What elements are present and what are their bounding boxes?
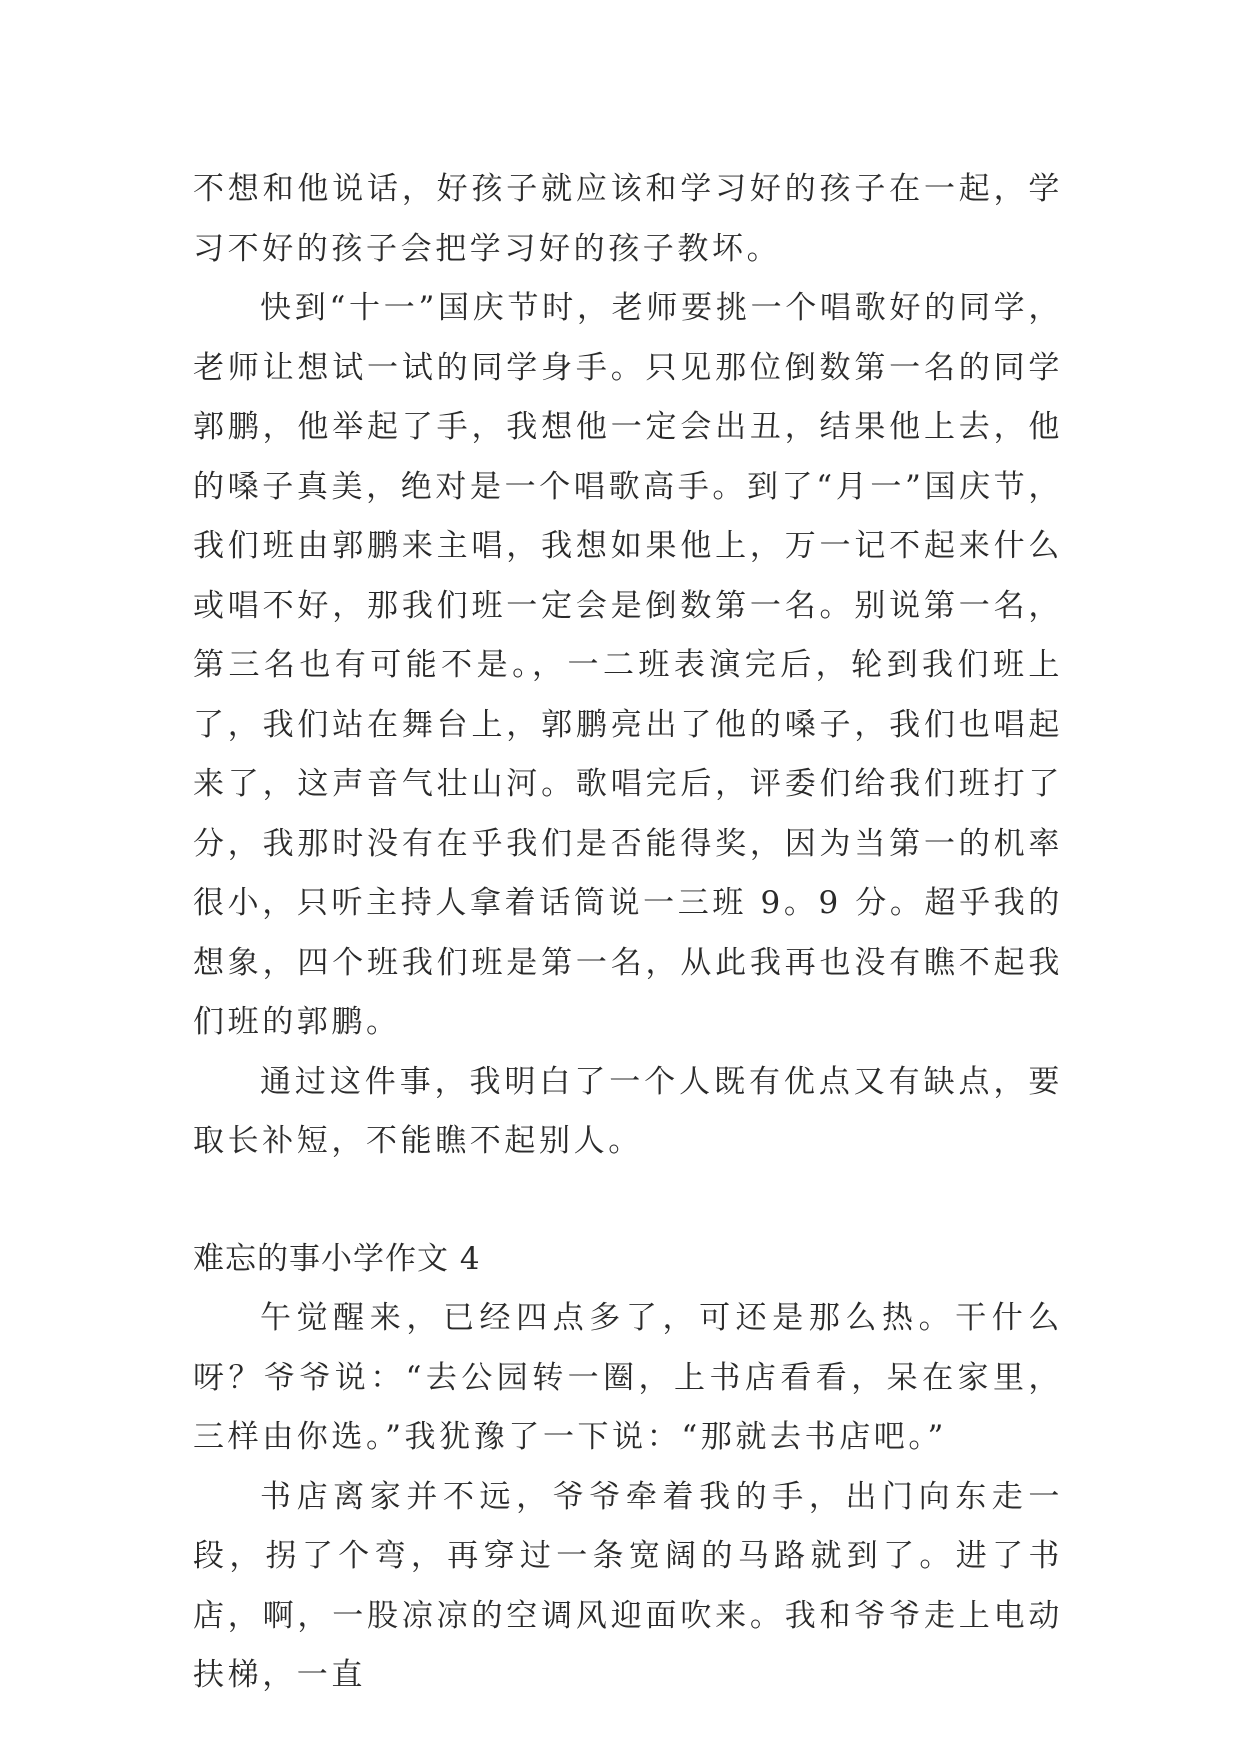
paragraph: 快到“十一”国庆节时，老师要挑一个唱歌好的同学，老师让想试一试的同学身手。只见那位倒数第一名的同学郭鹏，他举起了手，我想他一定会出丑，结果他上去，他的嗓子真美，绝对是一个唱歌高手。到了“月一”国庆节，我们班由郭鹏来主唱，我想如果他上，万一记不起来什么或唱不好，那我们班一定会是倒数第一名。别说第一名，第三名也有可能不是。，一二班表演完后，轮到我们班上了，我们站在舞台上，郭鹏亮出了他的嗓子，我们也唱起来了，这声音气壮山河。歌唱完后，评委们给我们班打了分，我那时没有在乎我们是否能得奖，因为当第一的机率很小，只听主持人拿着话筒说一三班 9。9 分。超乎我的想象，四个班我们班是第一名，从此我再也没有瞧不起我们班的郭鹏。	[193, 290, 1063, 1040]
paragraph: 书店离家并不远，爷爷牵着我的手，出门向东走一段，拐了个弯，再穿过一条宽阔的马路就到了。进了书店，啊，一股凉凉的空调风迎面吹来。我和爷爷走上电动扶梯，一直	[193, 1478, 1063, 1693]
document-page	[193, 160, 1063, 1706]
paragraph: 午觉醒来，已经四点多了，可还是那么热。干什么呀？爷爷说：“去公园转一圈，上书店看看，呆在家里，三样由你选。”我犹豫了一下说：“那就去书店吧。”	[193, 1300, 1063, 1455]
paragraph: 通过这件事，我明白了一个人既有优点又有缺点，要取长补短，不能瞧不起别人。	[193, 1063, 1063, 1159]
section-heading: 难忘的事小学作文 4	[193, 1240, 481, 1277]
paragraph: 不想和他说话，好孩子就应该和学习好的孩子在一起，学习不好的孩子会把学习好的孩子教坏。	[193, 171, 1063, 267]
